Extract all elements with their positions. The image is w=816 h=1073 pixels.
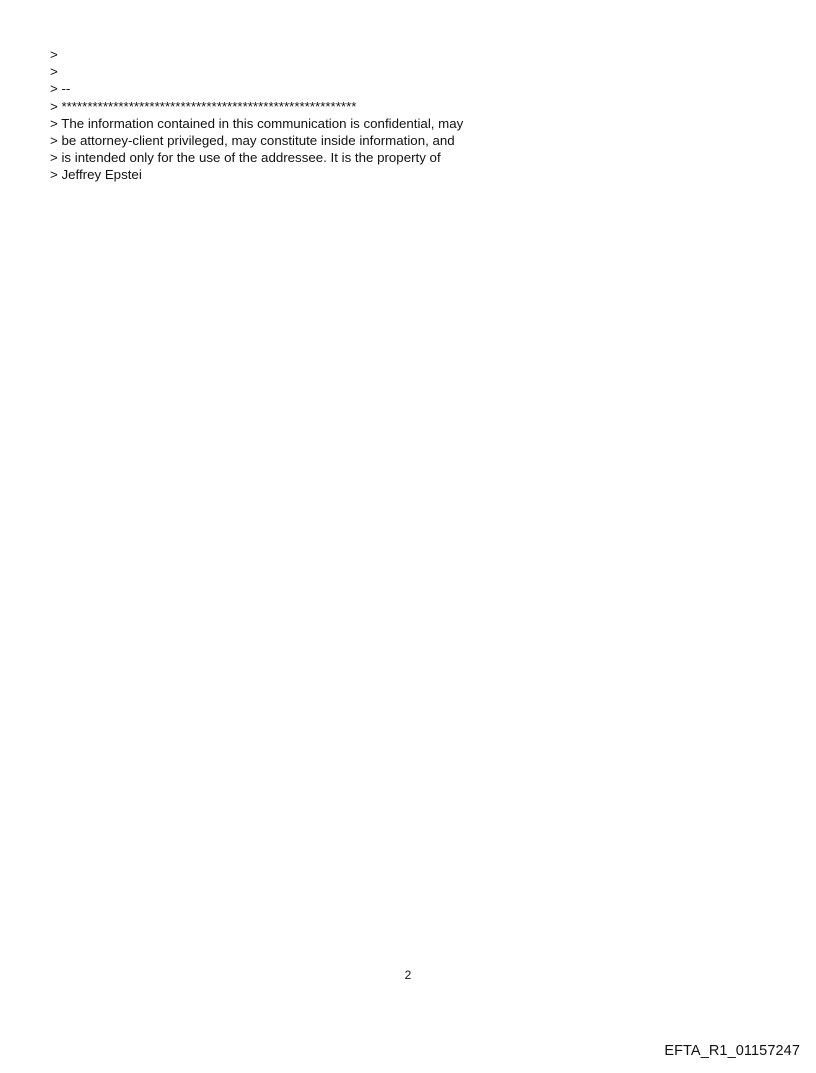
quoted-line: > (50, 47, 58, 62)
quoted-line: > (50, 64, 58, 80)
quoted-line: > -- (50, 81, 71, 97)
email-body (50, 46, 570, 184)
quoted-line: > is intended only for the use of the addressee. It is the property of (50, 150, 441, 166)
bates-number: EFTA_R1_01157247 (664, 1043, 800, 1059)
quoted-separator-line: > ********************************************************* (50, 98, 357, 114)
quoted-line: > Jeffrey Epstei (50, 167, 142, 183)
quoted-line: > be attorney-client privileged, may constitute inside information, and (50, 132, 455, 148)
page-number: 2 (404, 968, 412, 982)
quoted-line: > The information contained in this communication is confidential, may (50, 115, 464, 131)
